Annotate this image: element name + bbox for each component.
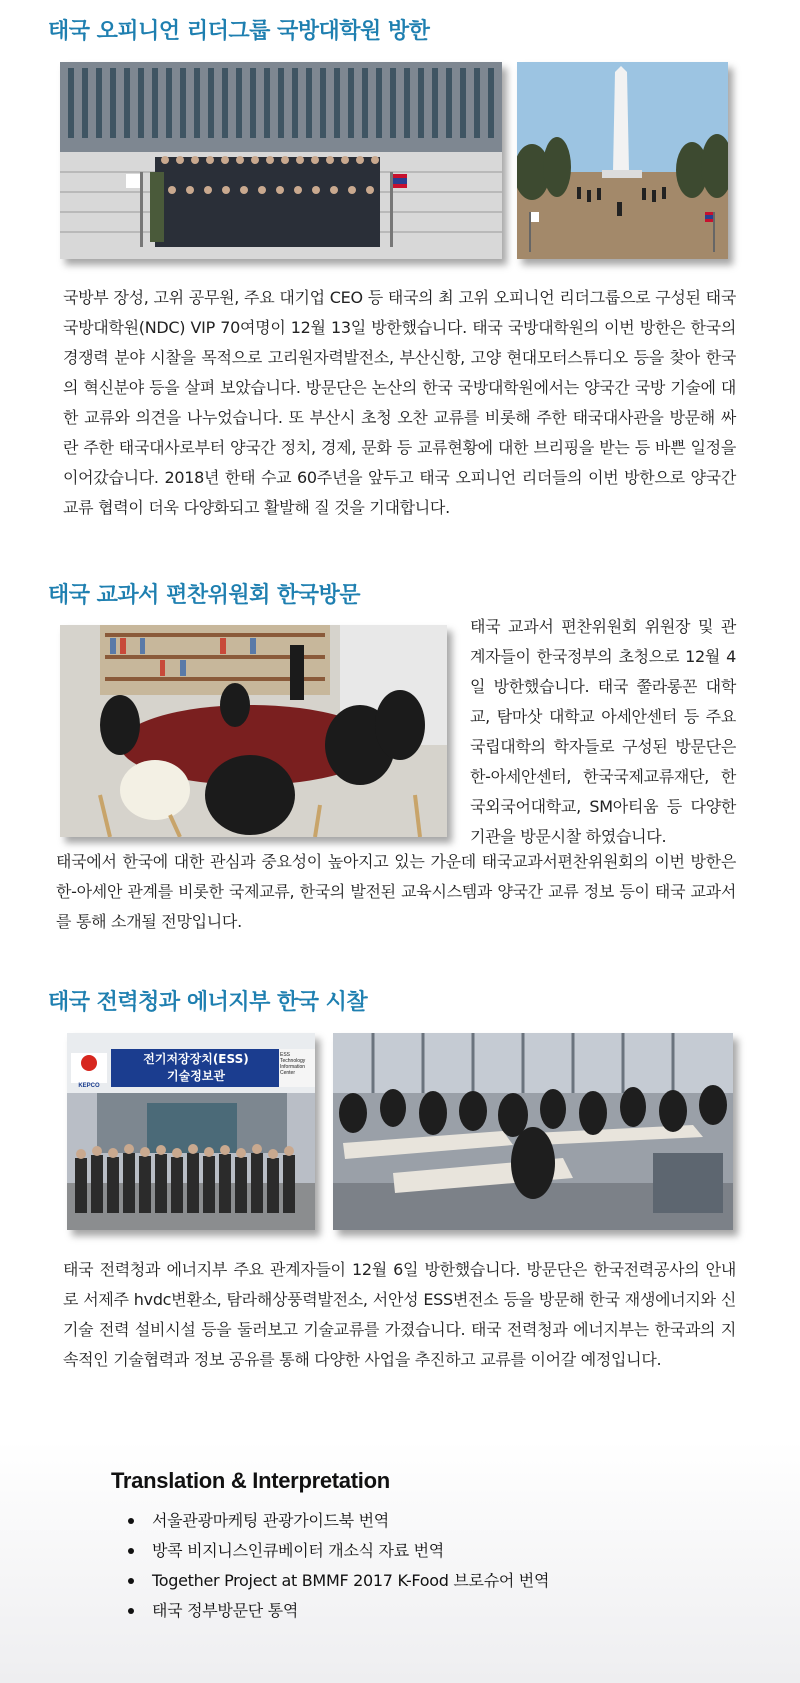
ess-sign-english: ESS Technology Information Center: [280, 1052, 306, 1076]
translation-item-text: 태국 정부방문단 통역: [152, 1601, 298, 1620]
ess-sign: [111, 1051, 281, 1085]
bullet-icon: [128, 1548, 134, 1554]
ndc-visit-body: 국방부 장성, 고위 공무원, 주요 대기업 CEO 등 태국의 최 고위 오피니언 리더그룹으로 구성된 태국 국방대학원(NDC) VIP 70여명이 12월 13일 방한했습니다. 태국 국방대학원의 이번 방한은 한국의 경쟁력 분야 시찰을 목적으로 고리원자력발전소, 부산신항, 고양 현대모터스튜디오 등을 찾아 한국의 혁신분야 등을 살펴 보았습니다. 방문단은 논산의 한국 국방대학원에서는 양국간 국방 기술에 대한 교류와 의견을 나누었습니다. 또 부산시 초청 오찬 교류를 비롯해 주한 태국대사관을 방문해 싸란 주한 태국대사로부터 양국간 정치, 경제, 문화 등 교류현황에 대한 브리핑을 받는 등 바쁜 일정을 이어갔습니다. 2018년 한태 수교 60주년을 앞두고 태국 오피니언 리더들의 이번 방한으로 양국간 교류 협력이 더욱 다양화되고 활발해 질 것을 기대합니다.: [63, 288, 736, 517]
translation-item-text: 방콕 비지니스인큐베이터 개소식 자료 번역: [152, 1541, 444, 1560]
section-title-energy-visit: 태국 전력청과 에너지부 한국 시찰: [48, 990, 368, 1015]
textbook-meeting-photo: [60, 625, 447, 837]
textbook-committee-body-continued: 태국에서 한국에 대한 관심과 중요성이 높아지고 있는 가운데 태국교과서편찬위원회의 이번 방한은 한-아세안 관계를 비롯한 국제교류, 한국의 발전된 교육시스템과 양국간 교류 정보 등이 태국 교과서를 통해 소개될 전망입니다.: [56, 852, 736, 931]
section-title-ndc-visit: 태국 오피니언 리더그룹 국방대학원 방한: [48, 19, 430, 44]
translation-item: [128, 1566, 549, 1596]
bullet-icon: [128, 1518, 134, 1524]
translation-list: [128, 1506, 549, 1626]
section-title-textbook-committee: 태국 교과서 편찬위원회 한국방문: [48, 583, 361, 608]
bullet-icon: [128, 1578, 134, 1584]
energy-visit-body: 태국 전력청과 에너지부 주요 관계자들이 12월 6일 방한했습니다. 방문단은 한국전력공사의 안내로 서제주 hvdc변환소, 탐라해상풍력발전소, 서안성 ESS변전소 등을 방문해 한국 재생에너지와 신기술 전력 설비시설 등을 둘러보고 기술교류를 가졌습니다. 태국 전력청과 에너지부는 한국과의 지속적인 기술협력과 정보 공유를 통해 다양한 사업을 추진하고 교류를 이어갈 예정입니다.: [63, 1260, 736, 1369]
translation-item: [128, 1506, 549, 1536]
memorial-tower-photo: [517, 62, 728, 259]
ess-center-group-photo: [67, 1033, 315, 1230]
ndc-group-photo: [60, 62, 502, 259]
textbook-committee-body: 태국 교과서 편찬위원회 위원장 및 관계자들이 한국정부의 초청으로 12월 4일 방한했습니다. 태국 쭐라롱꼰 대학교, 탐마삿 대학교 아세안센터 등 주요 국립대학의 학자들로 구성된 방문단은 한-아세안센터, 한국국제교류재단, 한국외국어대학교, SM아티움 등 다양한 기관을 방문시찰 하였습니다.: [470, 617, 736, 846]
kepco-logo-text: KEPCO: [78, 1083, 100, 1089]
translation-item-text: 서울관광마케팅 관광가이드북 번역: [152, 1511, 389, 1530]
translation-item: [128, 1596, 549, 1626]
translation-title: Translation & Interpretation: [111, 1468, 390, 1493]
translation-item-text: Together Project at BMMF 2017 K-Food 브로슈어 번역: [152, 1571, 550, 1590]
ess-sign-line2: 기술정보관: [167, 1069, 225, 1083]
ess-sign-line1: 전기저장장치(ESS): [143, 1052, 249, 1066]
seminar-room-photo: [333, 1033, 733, 1230]
translation-item: [128, 1536, 549, 1566]
bullet-icon: [128, 1608, 134, 1614]
